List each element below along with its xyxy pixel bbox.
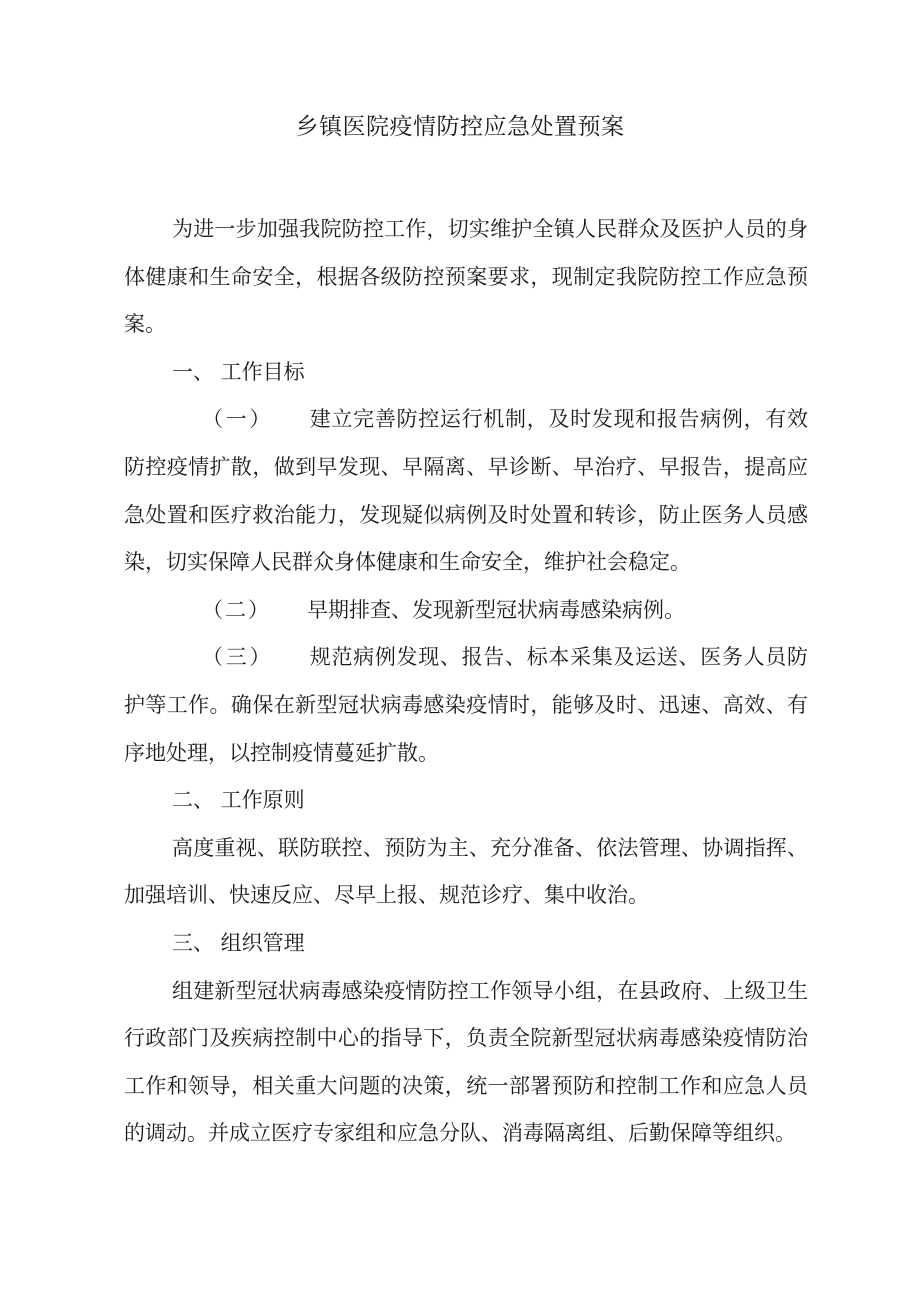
goal-item-number: （一） [202,407,274,432]
goal-item-text: 建立完善防控运行机制，及时发现和报告病例，有效防控疫情扩散，做到早发现、早隔离、早诊断、早治疗、早报告，提高应急处置和医疗救治能力，发现疑似病例及时处置和转诊，防止医务人员感染，切实保障人民群众身体健康和生命安全，维护社会稳定。 [124,407,808,575]
goal-item-2 [124,587,808,635]
section-heading-goals: 一、 工作目标 [172,359,305,384]
goal-item-text: 早期排查、发现新型冠状病毒感染病例。 [307,597,685,622]
intro-paragraph: 为进一步加强我院防控工作，切实维护全镇人民群众及医护人员的身体健康和生命安全，根据各级防控预案要求，现制定我院防控工作应急预案。 [124,217,808,337]
principles-paragraph: 高度重视、联防联控、预防为主、充分准备、依法管理、协调指挥、加强培训、快速反应、尽早上报、规范诊疗、集中收治。 [124,835,808,908]
document-title: 乡镇医院疫情防控应急处置预案 [295,114,625,140]
goal-item-1 [124,396,808,586]
goal-item-3 [124,634,808,777]
section-heading-organization: 三、 组织管理 [172,930,305,955]
goal-item-text: 规范病例发现、报告、标本采集及运送、医务人员防护等工作。确保在新型冠状病毒感染疫情时，能够及时、迅速、高效、有序地处理，以控制疫情蔓延扩散。 [124,645,808,765]
document-body [124,206,808,1158]
goal-item-number: （三） [202,645,274,670]
section-heading-principles: 二、 工作原则 [172,788,305,813]
organization-paragraph: 组建新型冠状病毒感染疫情防控工作领导小组，在县政府、上级卫生行政部门及疾病控制中心的指导下，负责全院新型冠状病毒感染疫情防治工作和领导，相关重大问题的决策，统一部署预防和控制工作和应急人员的调动。并成立医疗专家组和应急分队、消毒隔离组、后勤保障等组织。 [124,978,808,1146]
goal-item-number: （二） [202,597,271,622]
